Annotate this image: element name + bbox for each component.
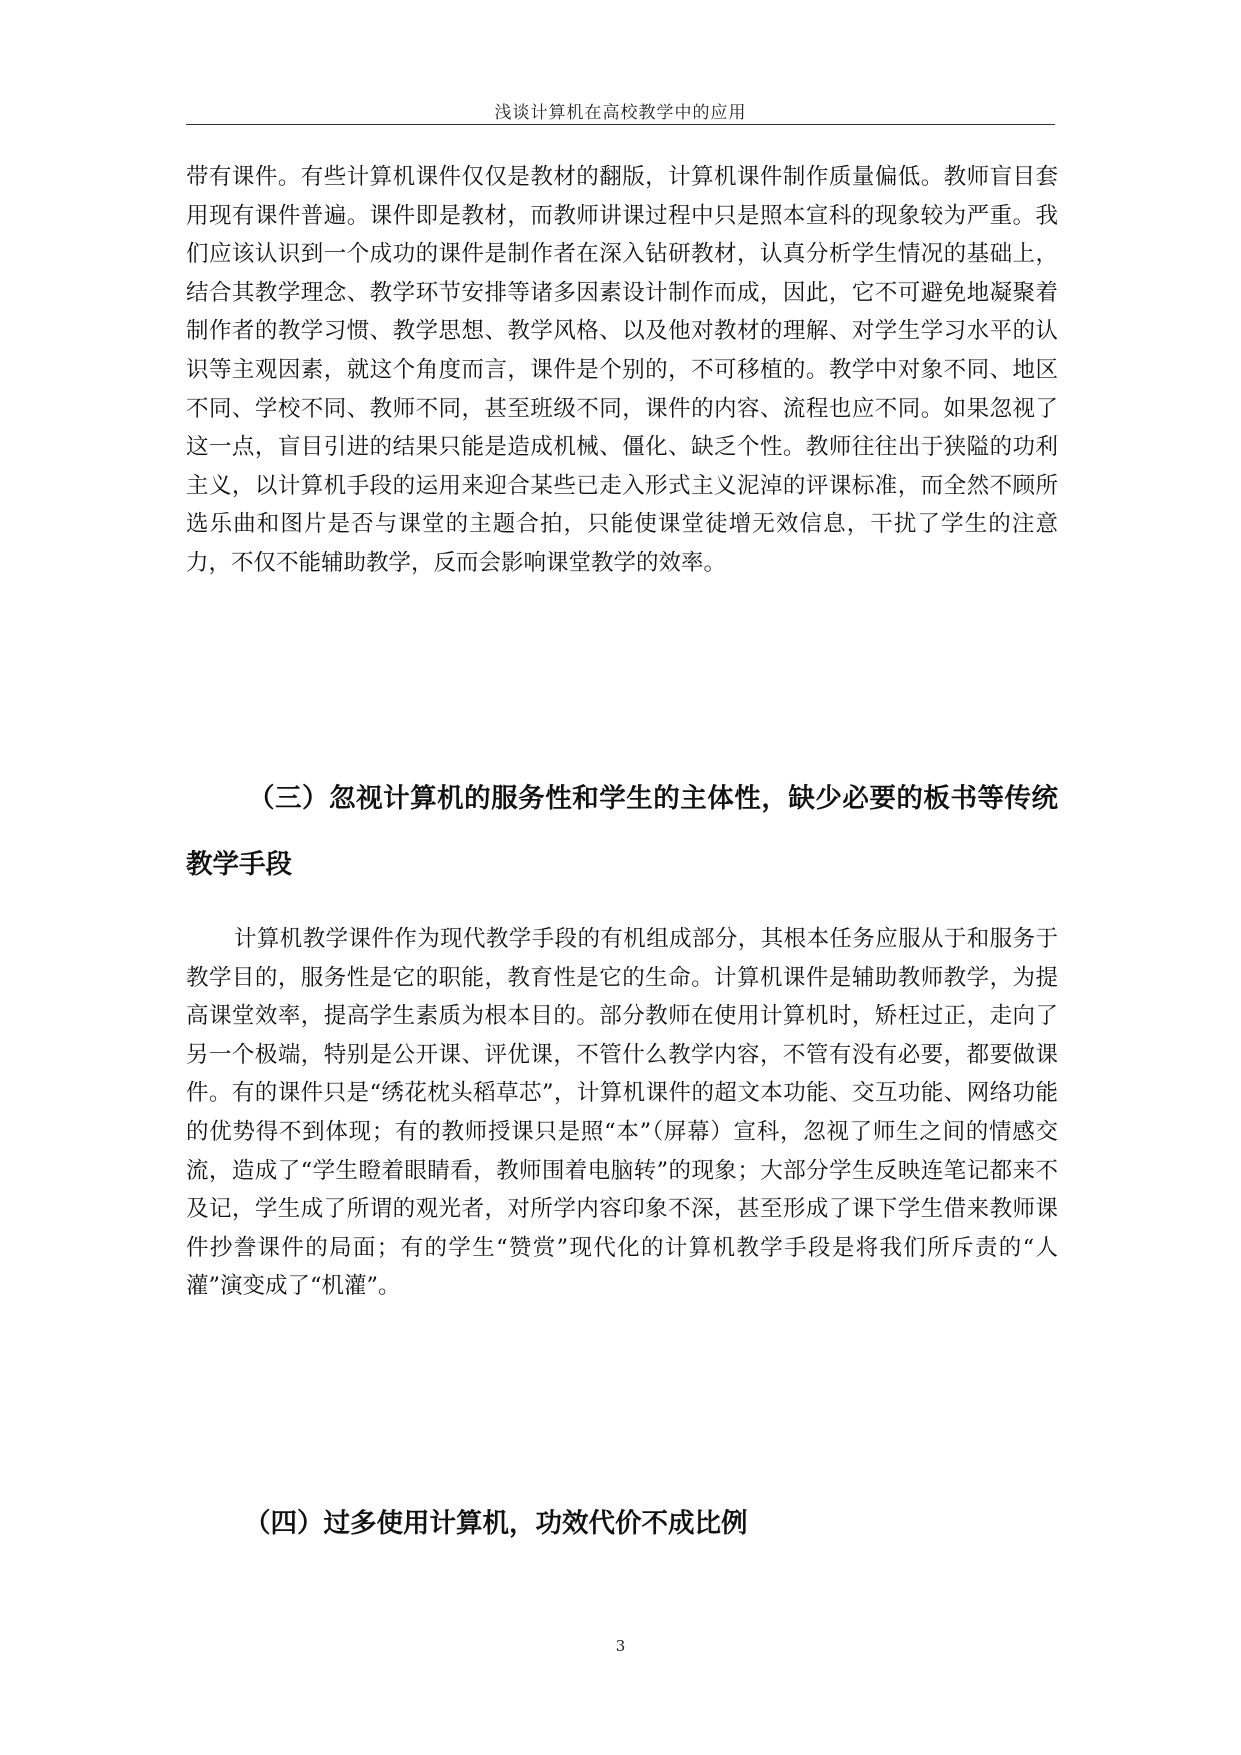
page-number: 3 <box>615 1637 626 1655</box>
section-heading-4: （四）过多使用计算机，功效代价不成比例 <box>244 1508 748 1539</box>
body-paragraph-2: 计算机教学课件作为现代教学手段的有机组成部分，其根本任务应服从于和服务于教学目的，服务性是它的职能，教育性是它的生命。计算机课件是辅助教师教学，为提高课堂效率，提高学生素质为根本目的。部分教师在使用计算机时，矫枉过正，走向了另一个极端，特别是公开课、评优课，不管什么教学内容，不管有没有必要，都要做课件。有的课件只是“绣花枕头稻草芯”，计算机课件的超文本功能、交互功能、网络功能的优势得不到体现；有的教师授课只是照“本”（屏幕）宣科，忽视了师生之间的情感交流，造成了“学生瞪着眼睛看，教师围着电脑转”的现象；大部分学生反映连笔记都来不及记，学生成了所谓的观光者，对所学内容印象不深，甚至形成了课下学生借来教师课件抄誊课件的局面；有的学生“赞赏”现代化的计算机教学手段是将我们所斥责的“人灌”演变成了“机灌”。 <box>186 926 1058 1300</box>
body-paragraph-1: 带有课件。有些计算机课件仅仅是教材的翻版，计算机课件制作质量偏低。教师盲目套用现有课件普遍。课件即是教材，而教师讲课过程中只是照本宣科的现象较为严重。我们应该认识到一个成功的课件是制作者在深入钻研教材，认真分析学生情况的基础上，结合其教学理念、教学环节安排等诸多因素设计制作而成，因此，它不可避免地凝聚着制作者的教学习惯、教学思想、教学风格、以及他对教材的理解、对学生学习水平的认识等主观因素，就这个角度而言，课件是个别的，不可移植的。教学中对象不同、地区不同、学校不同、教师不同，甚至班级不同，课件的内容、流程也应不同。如果忽视了这一点，盲目引进的结果只能是造成机械、僵化、缺乏个性。教师往往出于狭隘的功利主义，以计算机手段的运用来迎合某些已走入形式主义泥淖的评课标准，而全然不顾所选乐曲和图片是否与课堂的主题合拍，只能使课堂徒增无效信息，干扰了学生的注意力，不仅不能辅助教学，反而会影响课堂教学的效率。 <box>186 164 1058 576</box>
header-divider <box>186 124 1055 125</box>
section-heading-3: （三）忽视计算机的服务性和学生的主体性，缺少必要的板书等传统教学手段 <box>186 783 1058 880</box>
running-header: 浅谈计算机在高校教学中的应用 <box>494 103 747 123</box>
